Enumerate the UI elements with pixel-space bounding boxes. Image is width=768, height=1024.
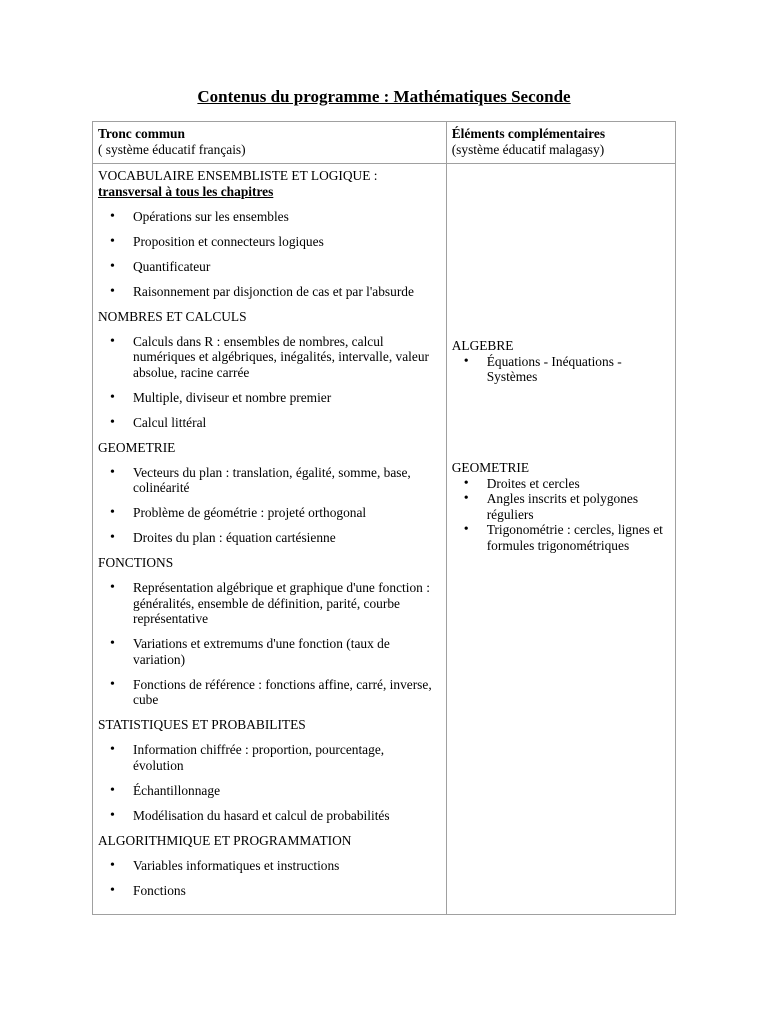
section-title-algorithmique: ALGORITHMIQUE ET PROGRAMMATION: [98, 832, 352, 848]
section-title-statistiques: STATISTIQUES ET PROBABILITES: [98, 717, 306, 732]
list-item: • Variables informatiques et instructions: [98, 858, 441, 874]
section-title-fonctions: FONCTIONS: [98, 555, 174, 570]
list-item: • Fonctions: [98, 883, 441, 899]
header-subtitle-complementaires: (système éducatif malagasy): [451, 141, 605, 157]
section-subtitle-vocabulaire: transversal à tous les chapitres: [98, 183, 274, 199]
section-title-geometrie: GEOMETRIE: [98, 439, 176, 455]
section-title-nombres-calculs: NOMBRES ET CALCULS: [98, 308, 247, 324]
page-title: Contenus du programme : Mathématiques Seconde: [197, 87, 571, 106]
list-item: • Échantillonnage: [98, 783, 441, 799]
list-statistiques: [98, 742, 441, 823]
list-item: • Quantificateur: [98, 259, 441, 275]
complement-block-algebre: [452, 338, 670, 385]
table-body-row: [93, 164, 676, 915]
list-item: • Représentation algébrique et graphique d'une fonction : généralités, ensemble de définition, parité, courbe représentative: [98, 580, 441, 627]
list-vocabulaire: [98, 209, 441, 300]
list-item: • Information chiffrée : proportion, pourcentage, évolution: [98, 742, 441, 773]
list-geometrie: [98, 465, 441, 546]
section-title-vocabulaire: VOCABULAIRE ENSEMBLISTE ET LOGIQUE :: [98, 168, 378, 183]
header-cell-tronc-commun: [93, 122, 447, 164]
header-title-tronc-commun: Tronc commun: [98, 126, 185, 141]
list-item: • Opérations sur les ensembles: [98, 209, 441, 225]
header-title-complementaires: Éléments complémentaires: [451, 126, 606, 141]
list-item: • Calculs dans R : ensembles de nombres, calcul numériques et algébriques, inégalités, intervalle, valeur absolue, racine carrée: [98, 334, 441, 381]
complement-title-geometrie: GEOMETRIE: [451, 460, 530, 475]
tronc-commun-cell: [93, 164, 447, 915]
complement-block-geometrie: [452, 460, 670, 553]
list-item: • Variations et extremums d'une fonction (taux de variation): [98, 636, 441, 667]
list-item: • Raisonnement par disjonction de cas et par l'absurde: [98, 284, 441, 300]
list-item: • Calcul littéral: [98, 415, 441, 431]
list-item: • Droites du plan : équation cartésienne: [98, 530, 441, 546]
program-table: [92, 121, 676, 915]
list-item: • Équations - Inéquations - Systèmes: [452, 354, 670, 385]
list-item: • Problème de géométrie : projeté orthogonal: [98, 505, 441, 521]
header-subtitle-tronc-commun: ( système éducatif français): [98, 141, 246, 157]
list-fonctions: [98, 580, 441, 708]
list-complement-geometrie: [452, 476, 670, 554]
list-item: • Trigonométrie : cercles, lignes et formules trigonométriques: [452, 522, 670, 553]
list-nombres-calculs: [98, 334, 441, 431]
complement-title-algebre: ALGEBRE: [451, 338, 514, 353]
list-item: • Proposition et connecteurs logiques: [98, 234, 441, 250]
list-complement-algebre: [452, 354, 670, 385]
header-cell-complementaires: [446, 122, 675, 164]
list-item: • Multiple, diviseur et nombre premier: [98, 390, 441, 406]
table-header-row: [93, 122, 676, 164]
list-item: • Angles inscrits et polygones réguliers: [452, 491, 670, 522]
list-item: • Droites et cercles: [452, 476, 670, 492]
list-item: • Fonctions de référence : fonctions affine, carré, inverse, cube: [98, 677, 441, 708]
list-item: • Vecteurs du plan : translation, égalité, somme, base, colinéarité: [98, 465, 441, 496]
complementaires-cell: [446, 164, 675, 915]
list-algorithmique: [98, 858, 441, 899]
list-item: • Modélisation du hasard et calcul de probabilités: [98, 808, 441, 824]
